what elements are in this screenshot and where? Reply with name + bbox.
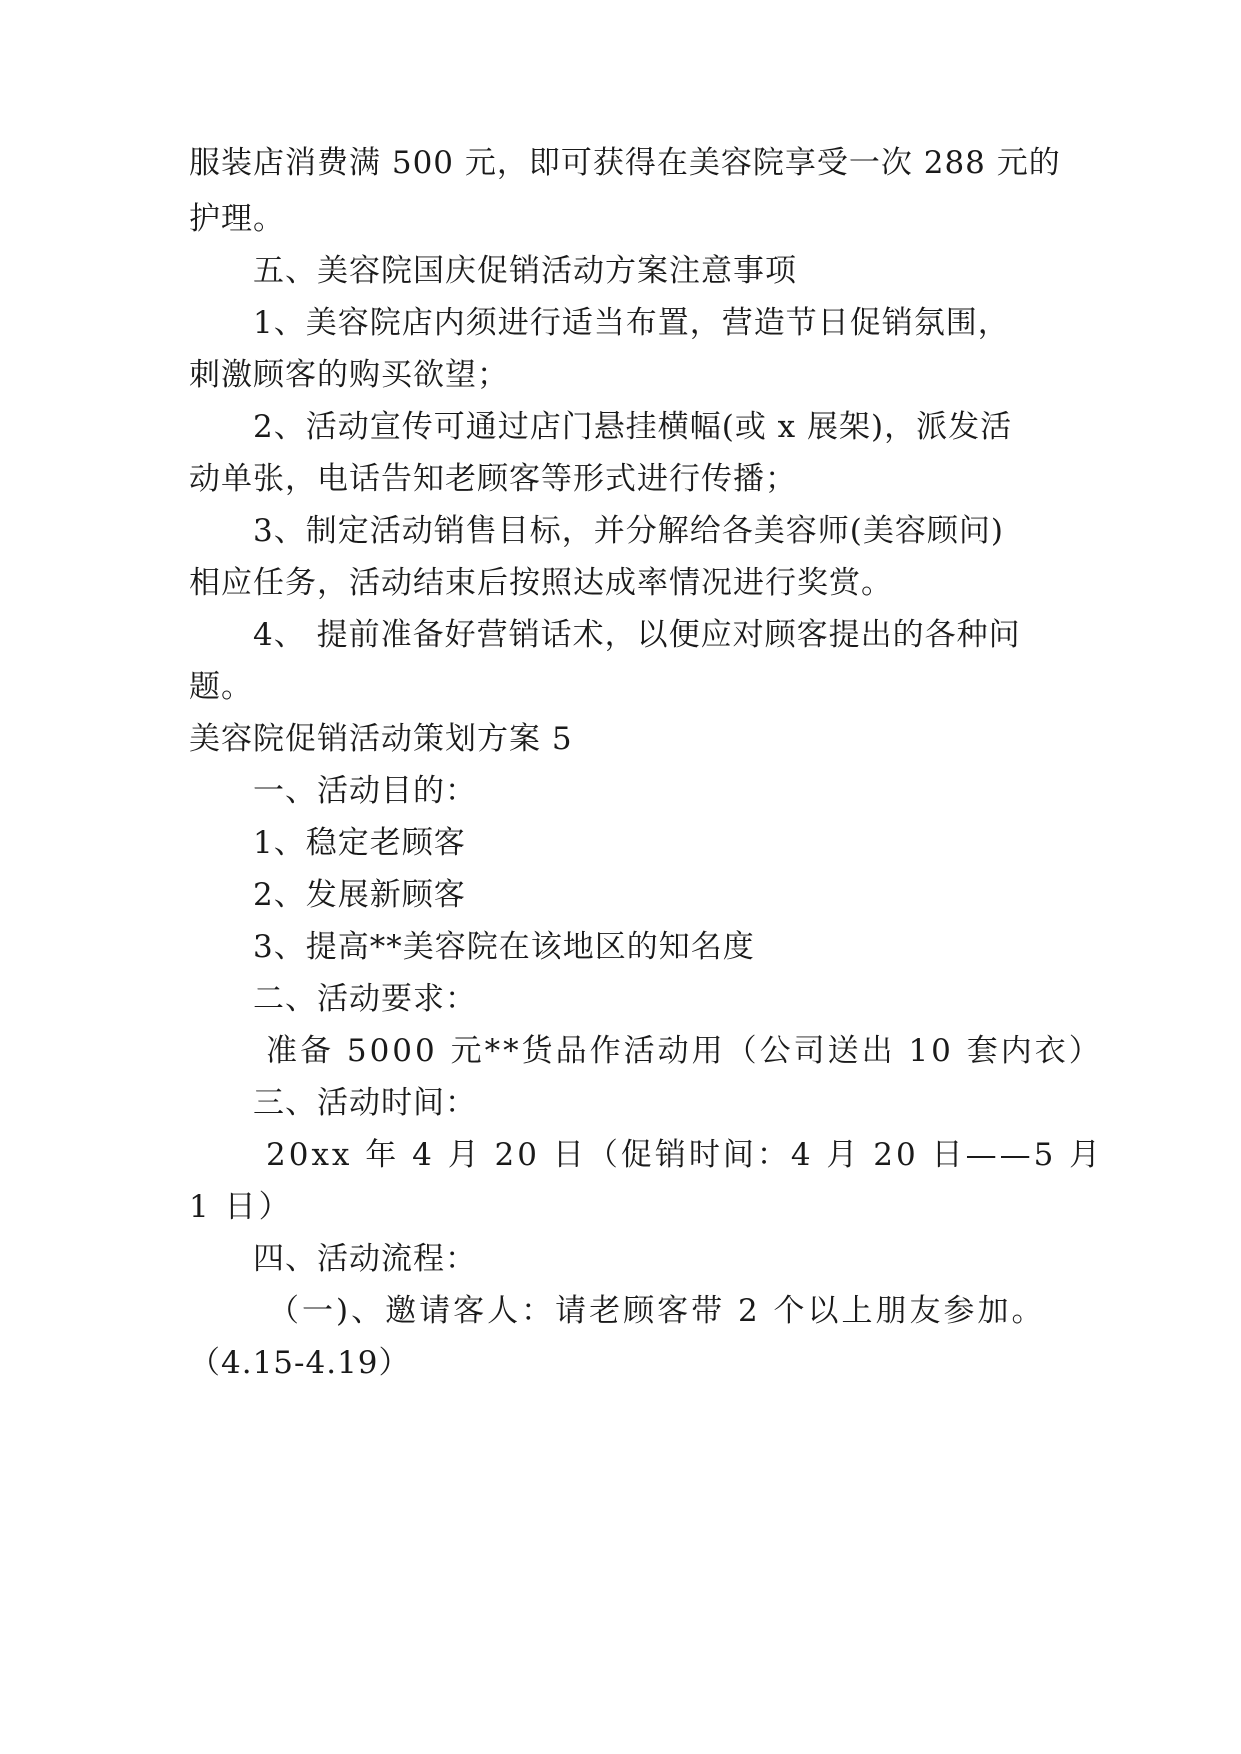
paragraph-line: 20xx 年 4 月 20 日（促销时间：4 月 20 日——5 月 — [266, 1137, 1104, 1173]
section-heading: 五、美容院国庆促销活动方案注意事项 — [253, 253, 797, 289]
section-heading: 三、活动时间： — [253, 1085, 477, 1121]
document-title: 美容院促销活动策划方案 5 — [189, 721, 573, 757]
paragraph-line: 题。 — [189, 669, 253, 705]
list-item: 2、活动宣传可通过店门悬挂横幅(或 x 展架)，派发活 — [253, 409, 1013, 445]
list-item: 3、提高**美容院在该地区的知名度 — [253, 929, 755, 965]
paragraph-line: 动单张，电话告知老顾客等形式进行传播； — [189, 461, 797, 497]
paragraph-line: 刺激顾客的购买欲望； — [189, 357, 509, 393]
list-item: 1、美容院店内须进行适当布置，营造节日促销氛围， — [253, 305, 1010, 341]
section-heading: 四、活动流程： — [253, 1241, 477, 1277]
paragraph-line: 护理。 — [189, 201, 285, 237]
paragraph-line: 1 日） — [189, 1189, 293, 1225]
paragraph-line: 准备 5000 元**货品作活动用（公司送出 10 套内衣） — [266, 1033, 1103, 1069]
section-heading: 二、活动要求： — [253, 981, 477, 1017]
list-item: 1、稳定老顾客 — [253, 825, 466, 861]
paragraph-line: （一)、邀请客人：请老顾客带 2 个以上朋友参加。 — [268, 1293, 1046, 1329]
list-item: 4、 提前准备好营销话术，以便应对顾客提出的各种问 — [253, 617, 1021, 653]
paragraph-line: 服装店消费满 500 元，即可获得在美容院享受一次 288 元的 — [189, 145, 1061, 181]
list-item: 3、制定活动销售目标，并分解给各美容师(美容顾问) — [253, 513, 1004, 549]
paragraph-line: 相应任务，活动结束后按照达成率情况进行奖赏。 — [189, 565, 893, 601]
list-item: 2、发展新顾客 — [253, 877, 466, 913]
section-heading: 一、活动目的： — [253, 773, 477, 809]
paragraph-line: （4.15-4.19） — [189, 1345, 411, 1381]
